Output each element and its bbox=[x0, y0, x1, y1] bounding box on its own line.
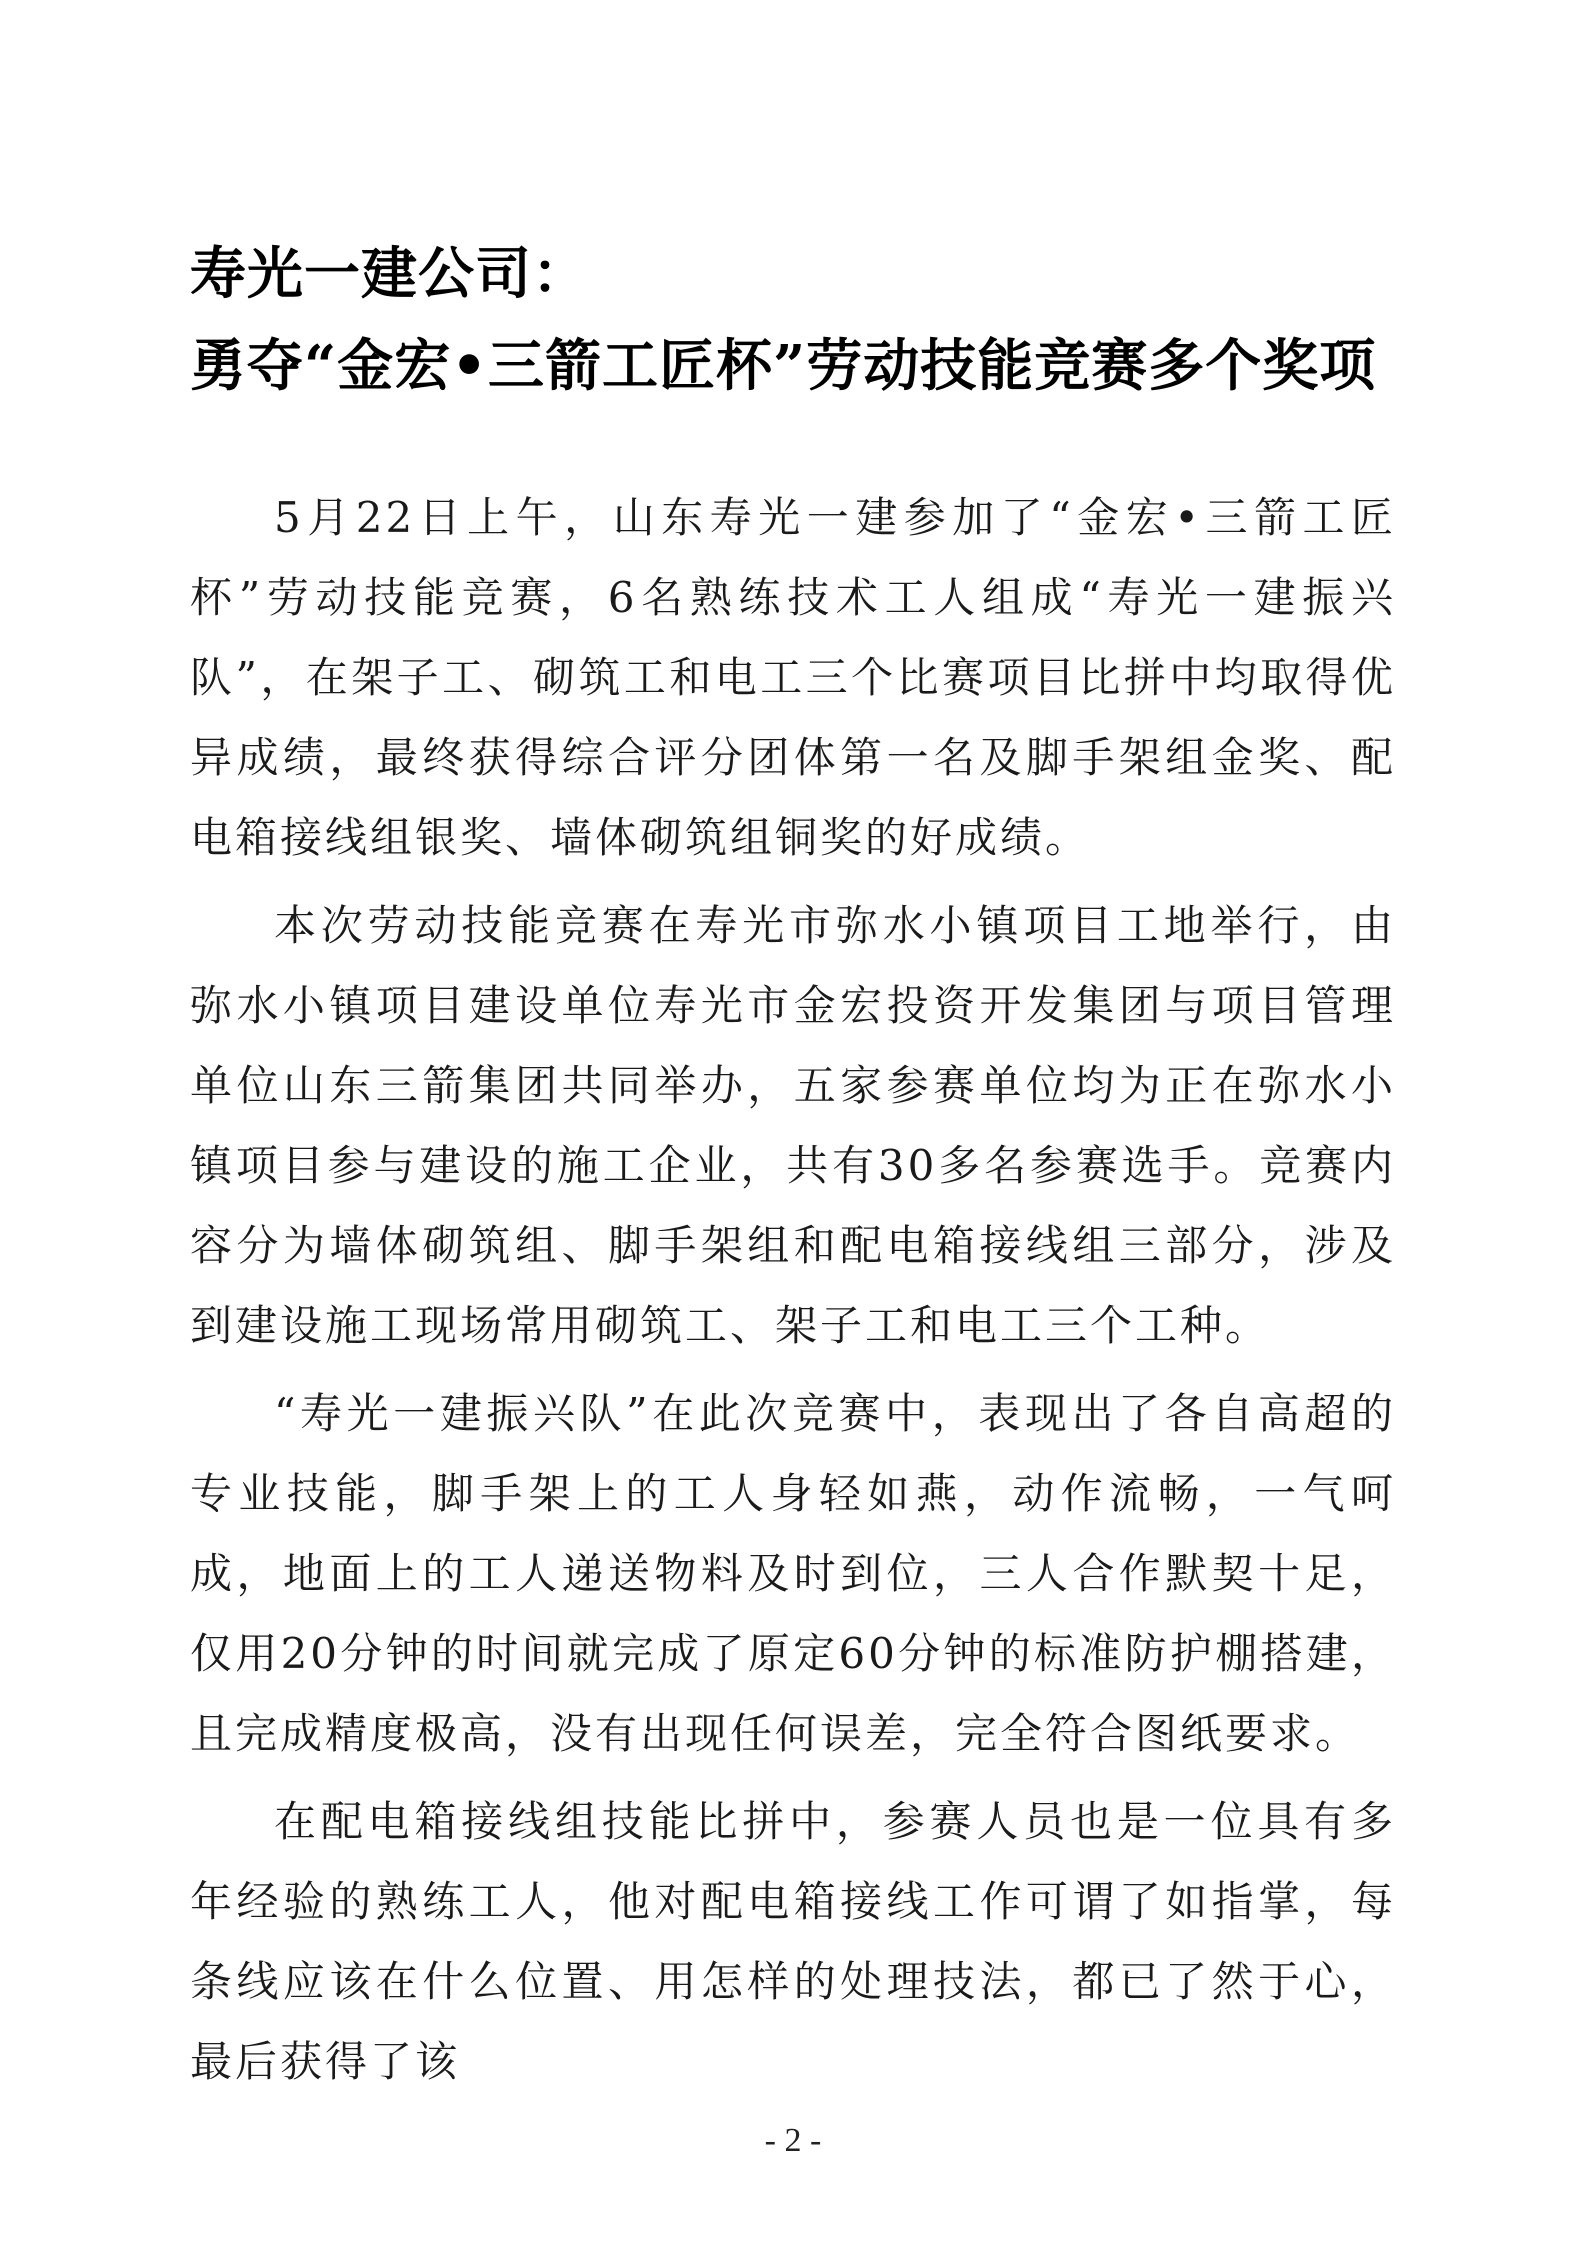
page-number: - 2 - bbox=[764, 2122, 822, 2159]
article-body bbox=[190, 478, 1396, 2110]
article-title bbox=[190, 228, 1440, 412]
paragraph-3: “寿光一建振兴队”在此次竞赛中，表现出了各自高超的专业技能，脚手架上的工人身轻如燕，动作流畅，一气呵成，地面上的工人递送物料及时到位，三人合作默契十足，仅用20分钟的时间就完成了原定60分钟的标准防护棚搭建，且完成精度极高，没有出现任何误差，完全符合图纸要求。 bbox=[190, 1389, 1396, 1758]
paragraph-2: 本次劳动技能竞赛在寿光市弥水小镇项目工地举行，由弥水小镇项目建设单位寿光市金宏投资开发集团与项目管理单位山东三箭集团共同举办，五家参赛单位均为正在弥水小镇项目参与建设的施工企业，共有30多名参赛选手。竞赛内容分为墙体砌筑组、脚手架组和配电箱接线组三部分，涉及到建设施工现场常用砌筑工、架子工和电工三个工种。 bbox=[190, 901, 1396, 1350]
title-line-2: 勇夺“金宏•三箭工匠杯”劳动技能竞赛多个奖项 bbox=[190, 333, 1377, 399]
paragraph-4: 在配电箱接线组技能比拼中，参赛人员也是一位具有多年经验的熟练工人，他对配电箱接线工作可谓了如指掌，每条线应该在什么位置、用怎样的处理技法，都已了然于心，最后获得了该 bbox=[190, 1797, 1396, 2086]
title-line-1: 寿光一建公司： bbox=[190, 241, 589, 307]
paragraph-1: 5月22日上午，山东寿光一建参加了“金宏•三箭工匠杯”劳动技能竞赛，6名熟练技术工人组成“寿光一建振兴队”，在架子工、砌筑工和电工三个比赛项目比拼中均取得优异成绩，最终获得综合评分团体第一名及脚手架组金奖、配电箱接线组银奖、墙体砌筑组铜奖的好成绩。 bbox=[190, 493, 1396, 862]
